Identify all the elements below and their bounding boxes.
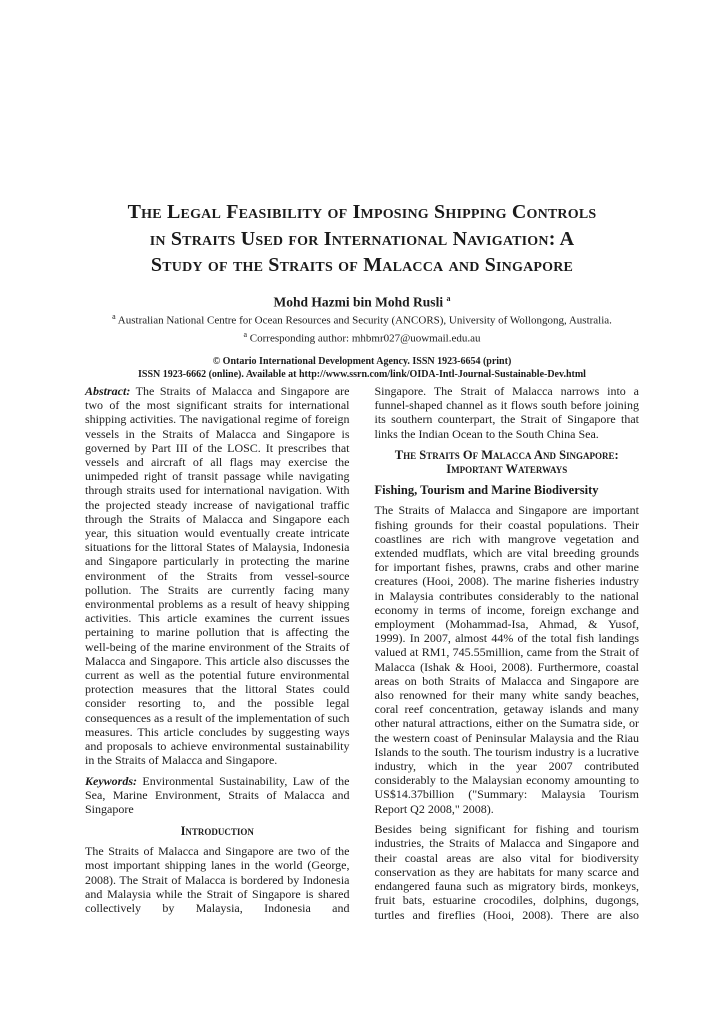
journal-imprint — [85, 356, 639, 381]
introduction-paragraph: The Straits of Malacca and Singapore are two of the most important shipping lanes in the world (George, 2008). The Strait of Malacca is bordered by Indonesia and Malaysia while the Strait of Singapore is shared collectively by Malaysia, Indonesia and — [85, 844, 350, 915]
body-columns — [85, 384, 639, 928]
right-column — [375, 384, 640, 928]
keywords-paragraph — [85, 774, 350, 817]
left-column — [85, 384, 350, 928]
abstract-label: Abstract: — [85, 384, 131, 398]
corresponding-mark: a — [243, 330, 248, 340]
affiliation-text: Australian National Centre for Ocean Resources and Security (ANCORS), University of Wollongong, Australia. — [117, 314, 612, 327]
author-line — [85, 291, 639, 311]
keywords-label: Keywords: — [85, 773, 137, 788]
author-name: Mohd Hazmi bin Mohd Rusli — [273, 294, 444, 309]
section-heading-line-1: The Straits Of Malacca And Singapore: — [394, 447, 619, 462]
abstract-paragraph — [85, 384, 350, 767]
keywords-text: Environmental Sustainability, Law of the Sea, Marine Environment, Straits of Malacca and Singapore — [85, 773, 350, 817]
corresponding-author-line — [85, 328, 639, 346]
abstract-text: The Straits of Malacca and Singapore are two of the most significant straits for international shipping activities. The navigational regime of foreign vessels in the Straits of Malacca and Singapore is governed by Part III of the LOSC. It prescribes that vessels and aircraft of all flags may exercise the unimpeded right of transit passage while navigating through straits used for international navigation. With the projected steady increase of navigational traffic through the Straits of Malacca and Singapore each year, this situation would eventually create intricate situations for the littoral States of Malaysia, Indonesia and Singapore particularly in protecting the marine environment of the Straits from vessel-source pollution. The Straits are currently facing many environmental problems as a result of heavy shipping activities. This article examines the current issues pertaining to marine pollution that is affecting the well-being of the marine environment of the Straits of Malacca and Singapore. This article also discusses the current as well as the potential future environmental protection measures that the littoral States could consider resorting to, and the possible legal consequences as a result of the implementation of such measures. This article concludes by suggesting ways and proposals to achieve environmental sustainability in the Straits of Malacca and Singapore. — [85, 384, 350, 768]
paper-header — [85, 199, 639, 381]
section-heading-straits-waterways — [375, 448, 640, 477]
author-affiliation-mark: a — [446, 293, 451, 303]
section-heading-line-2: Important Waterways — [446, 462, 568, 477]
section-heading-introduction: Introduction — [180, 823, 254, 838]
affiliation-line — [85, 310, 639, 328]
affiliation-mark: a — [112, 312, 116, 321]
subsection-heading-fishing-tourism: Fishing, Tourism and Marine Biodiversity — [374, 482, 599, 497]
paper-title — [85, 199, 639, 279]
imprint-line-2: ISSN 1923-6662 (online). Available at http://www.ssrn.com/link/OIDA-Intl-Journal-Sustainable-Dev.html — [138, 368, 586, 380]
introduction-continued-paragraph: Singapore. The Strait of Malacca narrows into a funnel-shaped channel as it flows south before joining its southern counterpart, the Strait of Singapore that links the Indian Ocean to the South China Sea. — [374, 384, 639, 441]
biodiversity-paragraph: Besides being significant for fishing and tourism industries, the Straits of Malacca and Singapore and their coastal areas are also vital for biodiversity conservation as they are habitats for many scarce and endangered fauna such as migratory birds, monkeys, fruit bats, estuarine crocodiles, dolphins, dugongs, turtles and fireflies (Hooi, 2008). There are also — [374, 822, 639, 922]
paper-title-line-3: Study of the Straits of Malacca and Singapore — [150, 254, 574, 276]
imprint-line-1: © Ontario International Development Agency. ISSN 1923-6654 (print) — [212, 356, 512, 368]
paper-title-line-1: The Legal Feasibility of Imposing Shipping Controls — [127, 201, 597, 223]
corresponding-text: Corresponding author: mhbmr027@uowmail.edu.au — [249, 332, 481, 345]
paper-title-line-2: in Straits Used for International Navigation: A — [149, 227, 575, 250]
fishing-tourism-paragraph: The Straits of Malacca and Singapore are important fishing grounds for their coastal populations. Their coastlines are rich with mangrove vegetation and extended mudflats, which are vital breeding grounds for important fishes, prawns, crabs and other marine creatures (Hooi, 2008). The marine fisheries industry in Malaysia contributes considerably to the national economy in terms of income, foreign exchange and employment (Mohammad-Isa, Ahmad, & Yusof, 1999). In 2007, almost 44% of the total fish landings valued at RM1, 745.55million, came from the Strait of Malacca (Ishak & Hooi, 2008). Furthermore, coastal areas on both Straits of Malacca and Singapore are also renowned for their many white sandy beaches, coral reef concentration, getaway islands and many other natural attractions, either on the Sumatra side, or the western coast of Peninsular Malaysia and the Riau Islands to the south. The tourism industry is a lucrative industry, which in the year 2007 contributed considerably to the Malaysian economy amounting to US$14.37billion ("Summary: Malaysia Tourism Report Q2 2008," 2008). — [374, 503, 639, 816]
